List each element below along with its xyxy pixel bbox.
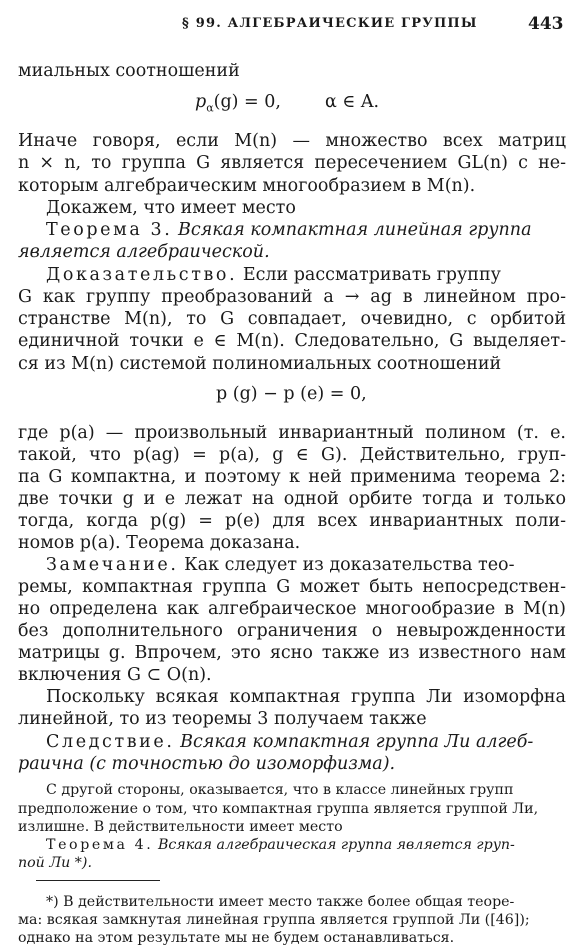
footnote-line: *) В действительности имеет место также более общая теоре- (46, 894, 515, 910)
text-line: па G компактна, и поэтому к ней применима теорема 2: (18, 467, 566, 487)
formula-polynomial-relations (195, 92, 379, 115)
remark-text: Как следует из доказательства тео- (184, 555, 515, 575)
text-line: две точки g и e лежат на одной орбите тогда и только (18, 489, 566, 509)
small-text-line: предположение о том, что компактная группа является группой Ли, (18, 801, 539, 817)
text-line: включения G ⊂ O(n). (18, 665, 212, 685)
theorem-3-text-2: является алгебраической. (18, 242, 270, 262)
page-number: 443 (528, 14, 564, 34)
text-line: ремы, компактная группа G может быть непосредствен- (18, 577, 566, 597)
text-line: линейной, то из теоремы 3 получаем также (18, 709, 427, 729)
text-line: но определена как алгебраическое многообразие в M(n) (18, 599, 566, 619)
text-line: Поскольку всякая компактная группа Ли изоморфна (46, 687, 566, 707)
text-line: единичной точки e ∈ M(n). Следовательно, G выделяет- (18, 331, 566, 351)
corollary-cont (18, 753, 566, 775)
formula-invariant: p (g) − p (e) = 0, (216, 384, 367, 404)
section-title: § 99. АЛГЕБРАИЧЕСКИЕ ГРУППЫ (182, 16, 478, 31)
theorem-4-cont (18, 854, 566, 872)
running-header (0, 14, 580, 42)
corollary (46, 731, 566, 753)
corollary-label: Следствие. (46, 732, 175, 752)
text-line: которым алгебраическим многообразием в M(n). (18, 176, 476, 196)
small-text-line: излишне. В действительности имеет место (18, 819, 343, 835)
text-line: ся из M(n) системой полиномиальных соотношений (18, 354, 502, 374)
text-line: странстве M(n), то G совпадает, очевидно, с орбитой (18, 309, 566, 329)
proof-text: Если рассматривать группу (242, 265, 501, 285)
text-line: такой, что p(ag) = p(a), g ∈ G). Действительно, груп- (18, 445, 566, 465)
footnote-rule (36, 880, 160, 881)
formula-cond: α ∈ A. (324, 92, 380, 112)
theorem-4-label: Теорема 4. (46, 837, 154, 853)
remark-start (46, 554, 566, 576)
proof-label: Доказательство. (46, 265, 238, 285)
footnote-line: однако на этом результате мы не будем останавливаться. (18, 930, 455, 946)
remark-label: Замечание. (46, 555, 179, 575)
theorem-3-cont (18, 241, 566, 263)
theorem-3 (46, 219, 566, 241)
theorem-3-text: Всякая компактная линейная группа (178, 220, 532, 240)
text-line: n × n, то группа G является пересечением GL(n) с не- (18, 153, 566, 173)
theorem-3-label: Теорема 3. (46, 220, 173, 240)
formula-p: p (195, 92, 207, 112)
theorem-4-text-2: пой Ли *). (18, 855, 92, 871)
text-line: номов p(a). Теорема доказана. (18, 533, 301, 553)
text-line: без дополнительного ограничения о невырожденности (18, 621, 566, 641)
corollary-text-2: раична (с точностью до изоморфизма). (18, 754, 396, 774)
theorem-4 (46, 836, 566, 854)
formula-sub: α (206, 101, 214, 115)
text-line: Докажем, что имеет место (46, 198, 296, 218)
proof-start (46, 264, 566, 286)
footnote-line: ма: всякая замкнутая линейная группа является группой Ли ([46]); (18, 912, 530, 928)
text-line: G как группу преобразований a → ag в линейном про- (18, 287, 566, 307)
text-line: где p(a) — произвольный инвариантный полином (т. е. (18, 423, 566, 443)
small-text-line: С другой стороны, оказывается, что в классе линейных групп (46, 782, 514, 798)
text-line: Иначе говоря, если M(n) — множество всех матриц (18, 131, 566, 151)
corollary-text: Всякая компактная группа Ли алгеб- (180, 732, 534, 752)
text-line: миальных соотношений (18, 61, 240, 81)
text-line: матрицы g. Впрочем, это ясно также из известного нам (18, 643, 566, 663)
formula-arg: (g) = 0, (213, 92, 281, 112)
theorem-4-text: Всякая алгебраическая группа является груп- (157, 837, 515, 853)
text-line: тогда, когда p(g) = p(e) для всех инвариантных поли- (18, 511, 566, 531)
